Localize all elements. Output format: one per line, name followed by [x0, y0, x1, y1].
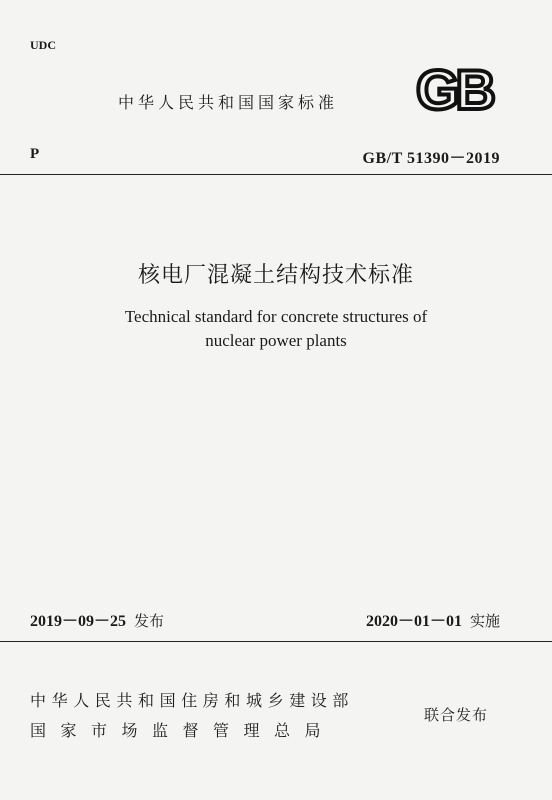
issue-date: 2019－09－25	[30, 613, 127, 630]
title-english-line2: nuclear power plants	[205, 331, 347, 350]
joint-issue-label: 联合发布	[424, 706, 489, 724]
national-standard-heading: 中华人民共和国国家标准	[118, 93, 339, 112]
classification-code: P	[30, 146, 40, 162]
udc-label: UDC	[30, 38, 56, 52]
issue-label: 发布	[134, 612, 165, 630]
footer-divider	[0, 641, 552, 642]
standard-number: GB/T 51390－2019	[362, 150, 500, 167]
implement-date: 2020－01－01	[365, 613, 462, 630]
implement-date-block	[366, 608, 500, 631]
implement-label: 实施	[469, 612, 500, 630]
header-divider	[0, 174, 552, 175]
title-english	[0, 305, 552, 353]
svg-text:GB: GB	[416, 62, 492, 114]
title-english-line1: Technical standard for concrete structures of	[124, 307, 428, 326]
title-chinese: 核电厂混凝土结构技术标准	[137, 263, 414, 288]
issuer-administration: 国家市场监督管理总局	[30, 721, 336, 740]
gb-logo-icon	[405, 62, 503, 114]
issue-date-block	[30, 608, 164, 631]
issuer-ministry: 中华人民共和国住房和城乡建设部	[30, 691, 355, 710]
